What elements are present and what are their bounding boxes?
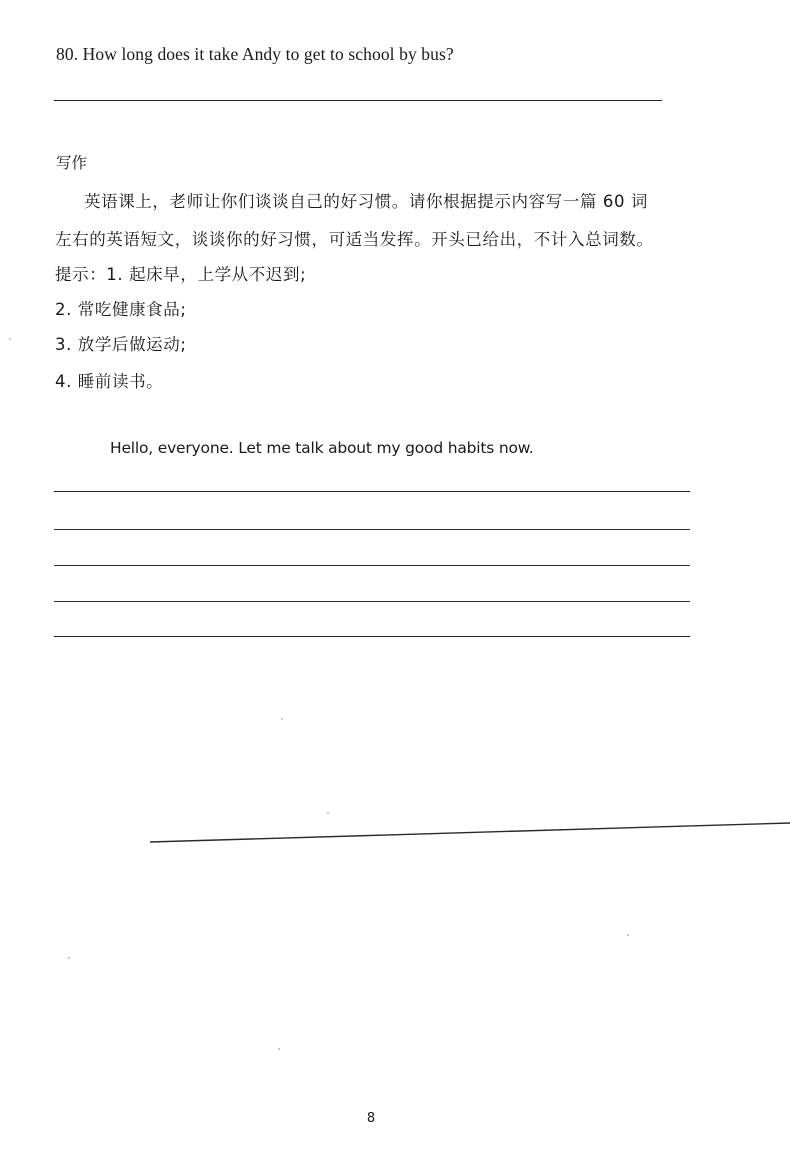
writing-instructions-line: 英语课上，老师让你们谈谈自己的好习惯。请你根据提示内容写一篇 60 词 <box>84 192 648 211</box>
question-80: 80. How long does it take Andy to get to school by bus? <box>56 44 454 64</box>
page-number: 8 <box>366 1111 376 1126</box>
scan-speck <box>68 957 70 959</box>
writing-line <box>54 529 690 530</box>
scan-speck <box>627 934 629 936</box>
scan-artifact-line <box>150 822 790 844</box>
scan-speck <box>281 718 283 720</box>
opening-sentence: Hello, everyone. Let me talk about my good habits now. <box>110 439 534 457</box>
writing-line <box>54 601 690 602</box>
section-heading-writing: 写作 <box>56 154 88 172</box>
scan-speck <box>278 1048 280 1050</box>
writing-instructions-line: 左右的英语短文，谈谈你的好习惯，可适当发挥。开头已给出，不计入总词数。 <box>55 230 654 249</box>
hint-item: 2. 常吃健康食品; <box>55 300 187 319</box>
writing-line <box>54 565 690 566</box>
hint-item: 4. 睡前读书。 <box>55 372 164 391</box>
hint-item: 提示：1. 起床早，上学从不迟到; <box>55 265 307 284</box>
writing-line <box>54 636 690 637</box>
writing-line <box>54 491 690 492</box>
scan-speck <box>327 812 329 814</box>
answer-line <box>54 100 662 101</box>
hint-item: 3. 放学后做运动; <box>55 335 187 354</box>
scan-speck <box>9 338 11 340</box>
